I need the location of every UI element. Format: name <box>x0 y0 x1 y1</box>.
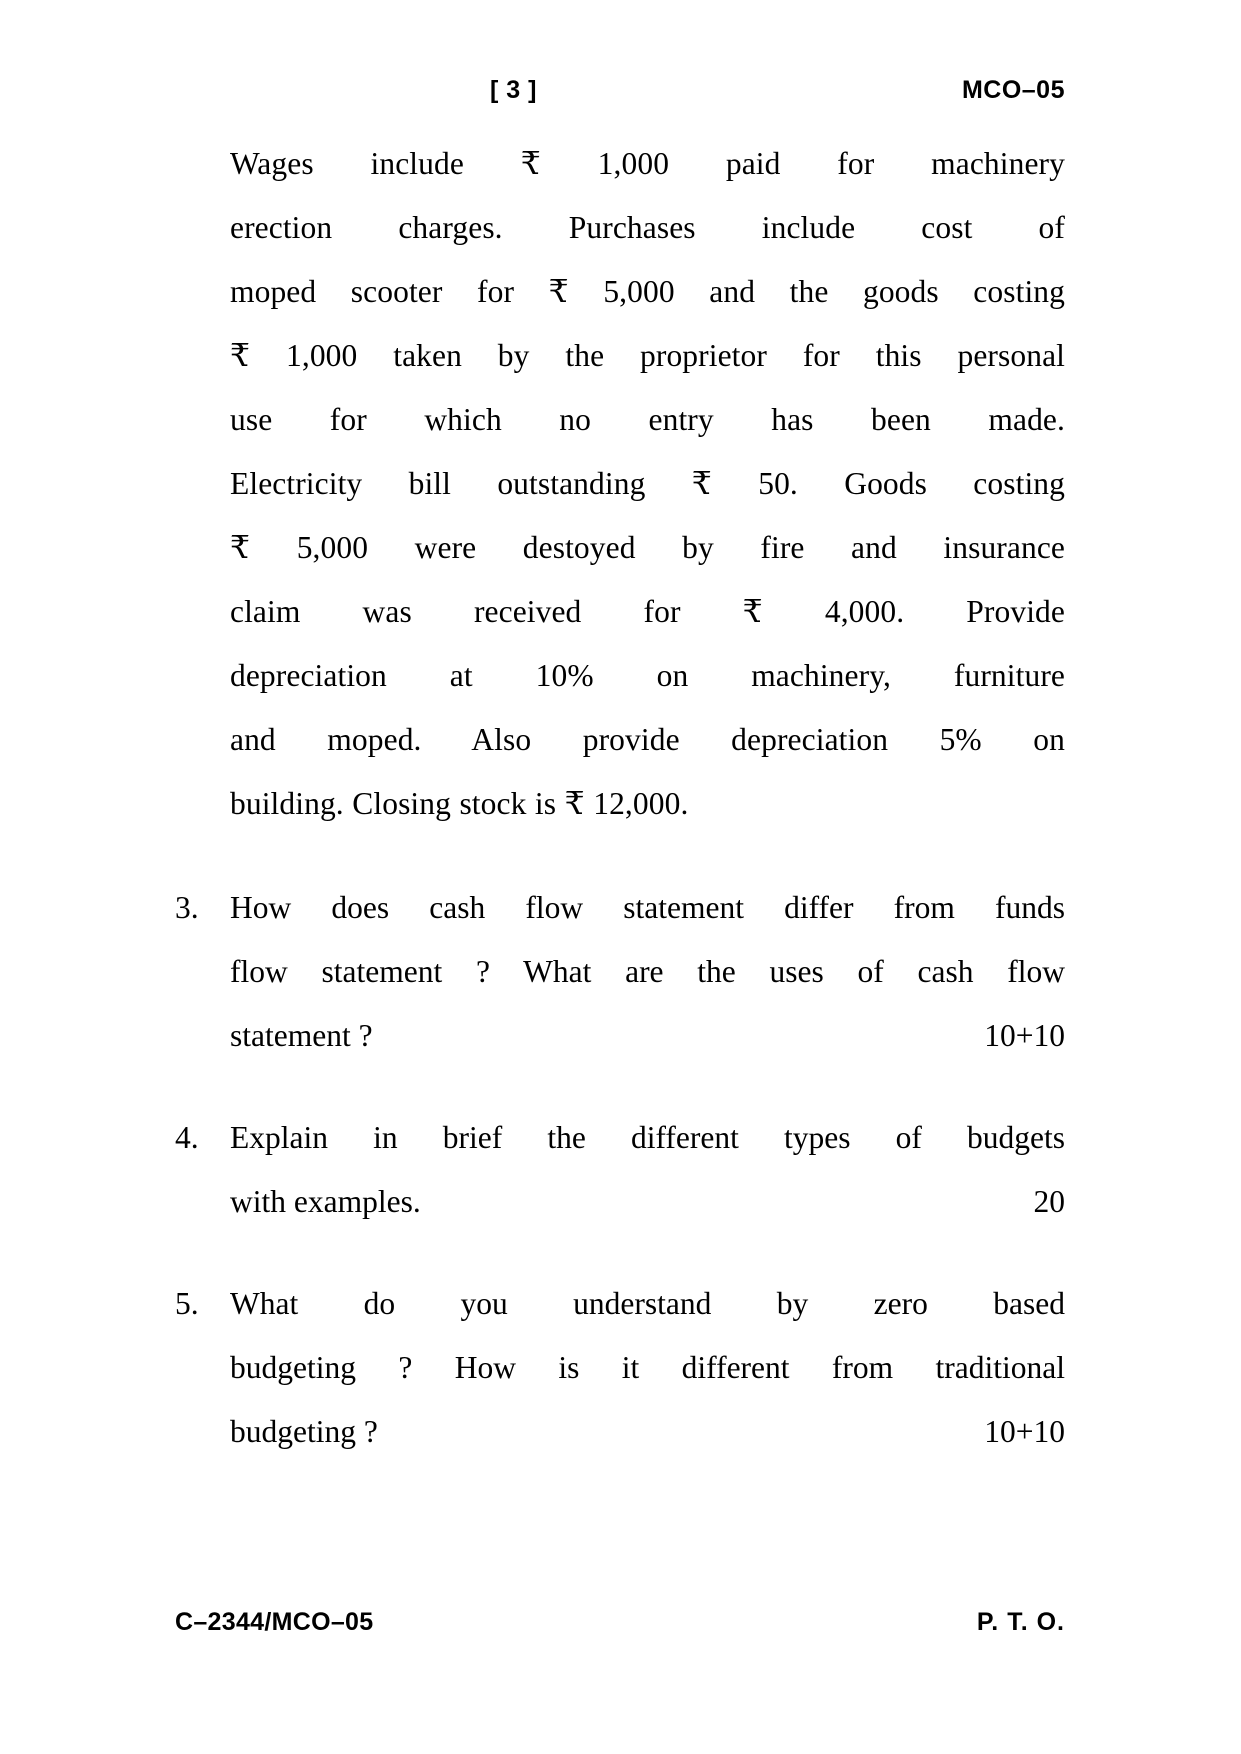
question-item <box>175 1106 1065 1234</box>
page-number: [ 3 ] <box>490 76 537 104</box>
paragraph-line: claim was received for ₹ 4,000. Provide <box>230 594 1065 629</box>
page-footer <box>175 1608 1065 1637</box>
question-list <box>175 876 1065 1464</box>
paragraph-line: ₹ 5,000 were destoyed by fire and insurance <box>230 530 1065 565</box>
turn-over-note: P. T. O. <box>976 1608 1065 1636</box>
question-last-line: budgeting ? <box>230 1414 378 1449</box>
question-line: How does cash flow statement differ from funds <box>230 890 1065 925</box>
question-body <box>230 1106 1065 1234</box>
page-body <box>175 132 1065 1502</box>
paragraph-line: Wages include ₹ 1,000 paid for machinery <box>230 146 1065 181</box>
question-tail <box>230 1170 1065 1234</box>
document-code: C–2344/MCO–05 <box>175 1608 374 1636</box>
question-line: flow statement ? What are the uses of cash flow <box>230 954 1065 989</box>
question-last-line: statement ? <box>230 1018 373 1053</box>
paragraph-line: moped scooter for ₹ 5,000 and the goods costing <box>230 274 1065 309</box>
question-number: 4. <box>175 1120 199 1155</box>
question-tail <box>230 1400 1065 1464</box>
question-number: 3. <box>175 890 199 925</box>
question-item <box>175 1272 1065 1464</box>
question-body <box>230 876 1065 1068</box>
paragraph-line: building. Closing stock is ₹ 12,000. <box>230 786 689 821</box>
question-body <box>230 1272 1065 1464</box>
paper-code: MCO–05 <box>961 76 1065 104</box>
question-number: 5. <box>175 1286 199 1321</box>
question-line: What do you understand by zero based <box>230 1286 1065 1321</box>
question-marks: 10+10 <box>984 1018 1065 1053</box>
question-last-line: with examples. <box>230 1184 421 1219</box>
intro-paragraph <box>230 132 1065 836</box>
paragraph-line: depreciation at 10% on machinery, furniture <box>230 658 1065 693</box>
question-line: Explain in brief the different types of budgets <box>230 1120 1065 1155</box>
paragraph-line: erection charges. Purchases include cost of <box>230 210 1065 245</box>
question-tail <box>230 1004 1065 1068</box>
question-marks: 20 <box>1033 1184 1065 1219</box>
question-line: budgeting ? How is it different from traditional <box>230 1350 1065 1385</box>
paragraph-line: and moped. Also provide depreciation 5% on <box>230 722 1065 757</box>
question-item <box>175 876 1065 1068</box>
paragraph-line: ₹ 1,000 taken by the proprietor for this personal <box>230 338 1065 373</box>
paragraph-line: use for which no entry has been made. <box>230 402 1065 437</box>
page-header <box>175 76 1065 105</box>
question-marks: 10+10 <box>984 1414 1065 1449</box>
paragraph-line: Electricity bill outstanding ₹ 50. Goods costing <box>230 466 1065 501</box>
